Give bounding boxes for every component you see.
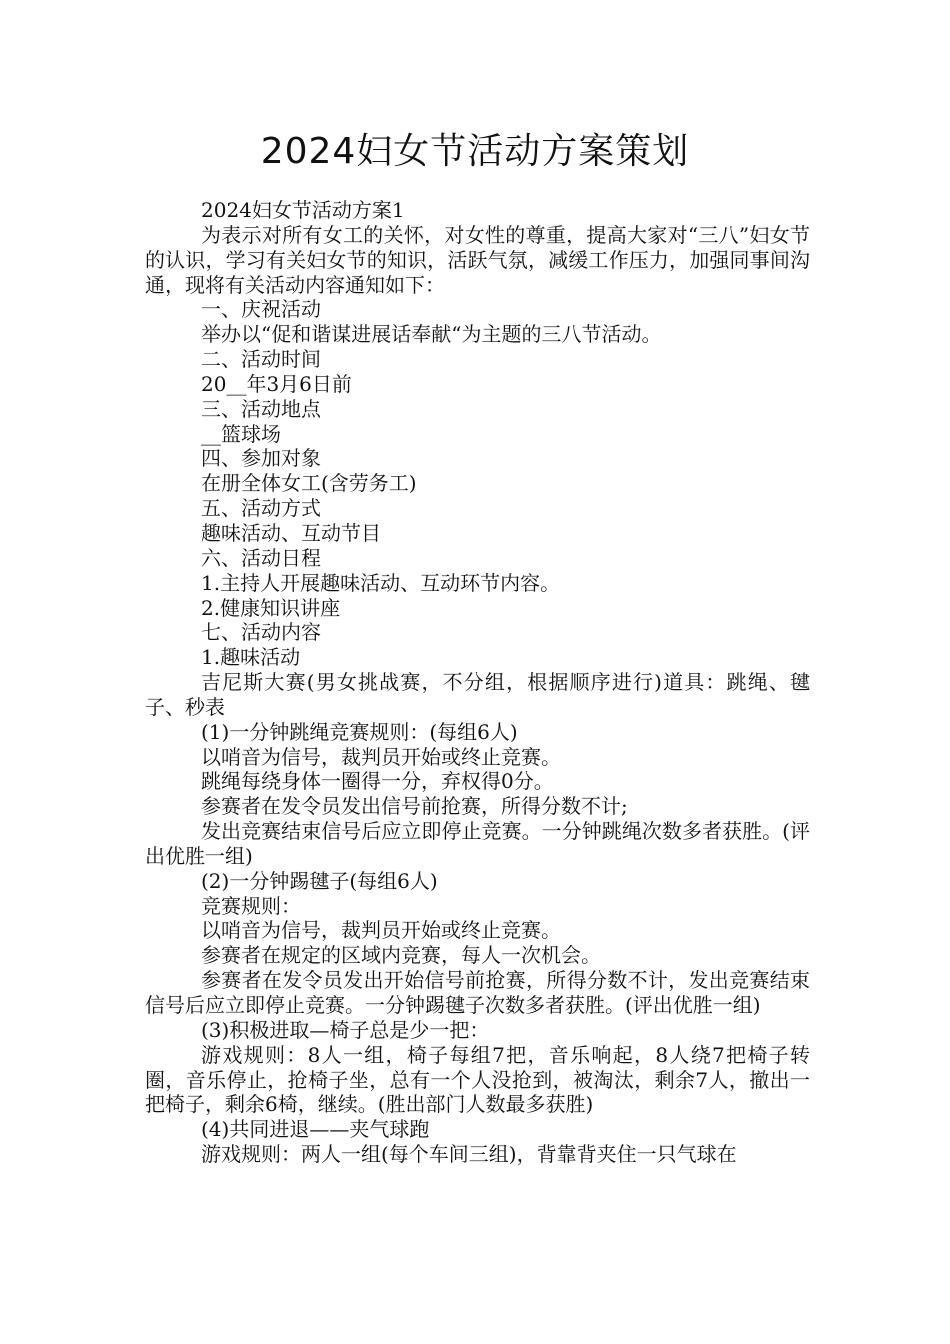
document-paragraph: 五、活动方式 [201, 496, 321, 521]
document-paragraph: 参赛者在规定的区域内竞赛，每人一次机会。 [201, 943, 601, 968]
document-paragraph: 2024妇女节活动方案1 [201, 198, 405, 222]
document-paragraph: 竞赛规则： [201, 893, 301, 918]
document-paragraph: 在册全体女工(含劳务工) [201, 471, 417, 496]
document-paragraph: 20__年3月6日前 [201, 371, 352, 396]
document-paragraph: 为表示对所有女工的关怀，对女性的尊重，提高大家对“三八”妇女节的认识，学习有关妇女节的知识，活跃气氛，减缓工作压力，加强同事间沟通，现将有关活动内容通知如下： [145, 222, 810, 297]
document-paragraph: (4)共同进退——夹气球跑 [201, 1117, 430, 1142]
document-paragraph: (2)一分钟踢毽子(每组6人) [201, 868, 438, 893]
document-paragraph: 参赛者在发令员发出开始信号前抢赛，所得分数不计，发出竞赛结束信号后应立即停止竞赛。一分钟踢毽子次数多者获胜。(评出优胜一组) [145, 968, 810, 1017]
document-paragraph: 跳绳每绕身体一圈得一分，弃权得0分。 [201, 769, 554, 794]
document-paragraph: 七、活动内容 [201, 620, 321, 645]
document-paragraph: 以哨音为信号，裁判员开始或终止竞赛。 [201, 918, 561, 943]
document-paragraph: 六、活动日程 [201, 545, 321, 570]
document-paragraph: 三、活动地点 [201, 396, 321, 421]
document-paragraph: 2.健康知识讲座 [201, 595, 341, 620]
document-paragraph: 参赛者在发令员发出信号前抢赛，所得分数不计; [201, 794, 628, 819]
document-paragraph: 1.趣味活动 [201, 645, 301, 670]
document-title: 2024妇女节活动方案策划 [260, 131, 690, 172]
document-paragraph: 吉尼斯大赛(男女挑战赛，不分组，根据顺序进行)道具：跳绳、毽子、秒表 [145, 670, 810, 719]
document-paragraph: 以哨音为信号，裁判员开始或终止竞赛。 [201, 744, 561, 769]
document-paragraph: 举办以“促和谐谋进展话奉献“为主题的三八节活动。 [201, 322, 662, 347]
document-paragraph: (3)积极进取—椅子总是少一把： [201, 1017, 490, 1042]
document-paragraph: 趣味活动、互动节目 [201, 520, 381, 545]
document-body [145, 198, 810, 1167]
document-paragraph: 一、庆祝活动 [201, 297, 321, 322]
document-paragraph: __篮球场 [201, 421, 281, 446]
document-paragraph: (1)一分钟跳绳竞赛规则：(每组6人) [201, 719, 518, 744]
document-paragraph: 发出竞赛结束信号后应立即停止竞赛。一分钟跳绳次数多者获胜。(评出优胜一组) [145, 819, 810, 868]
document-paragraph: 1.主持人开展趣味活动、互动环节内容。 [201, 570, 561, 595]
document-paragraph: 游戏规则：两人一组(每个车间三组)，背靠背夹住一只气球在 [201, 1142, 737, 1167]
document-paragraph: 游戏规则：8人一组，椅子每组7把，音乐响起，8人绕7把椅子转圈，音乐停止，抢椅子坐，总有一个人没抢到，被淘汰，剩余7人，撤出一把椅子，剩余6椅，继续。(胜出部门人数最多获胜) [145, 1042, 810, 1117]
document-paragraph: 四、参加对象 [201, 446, 321, 471]
document-paragraph: 二、活动时间 [201, 347, 321, 372]
